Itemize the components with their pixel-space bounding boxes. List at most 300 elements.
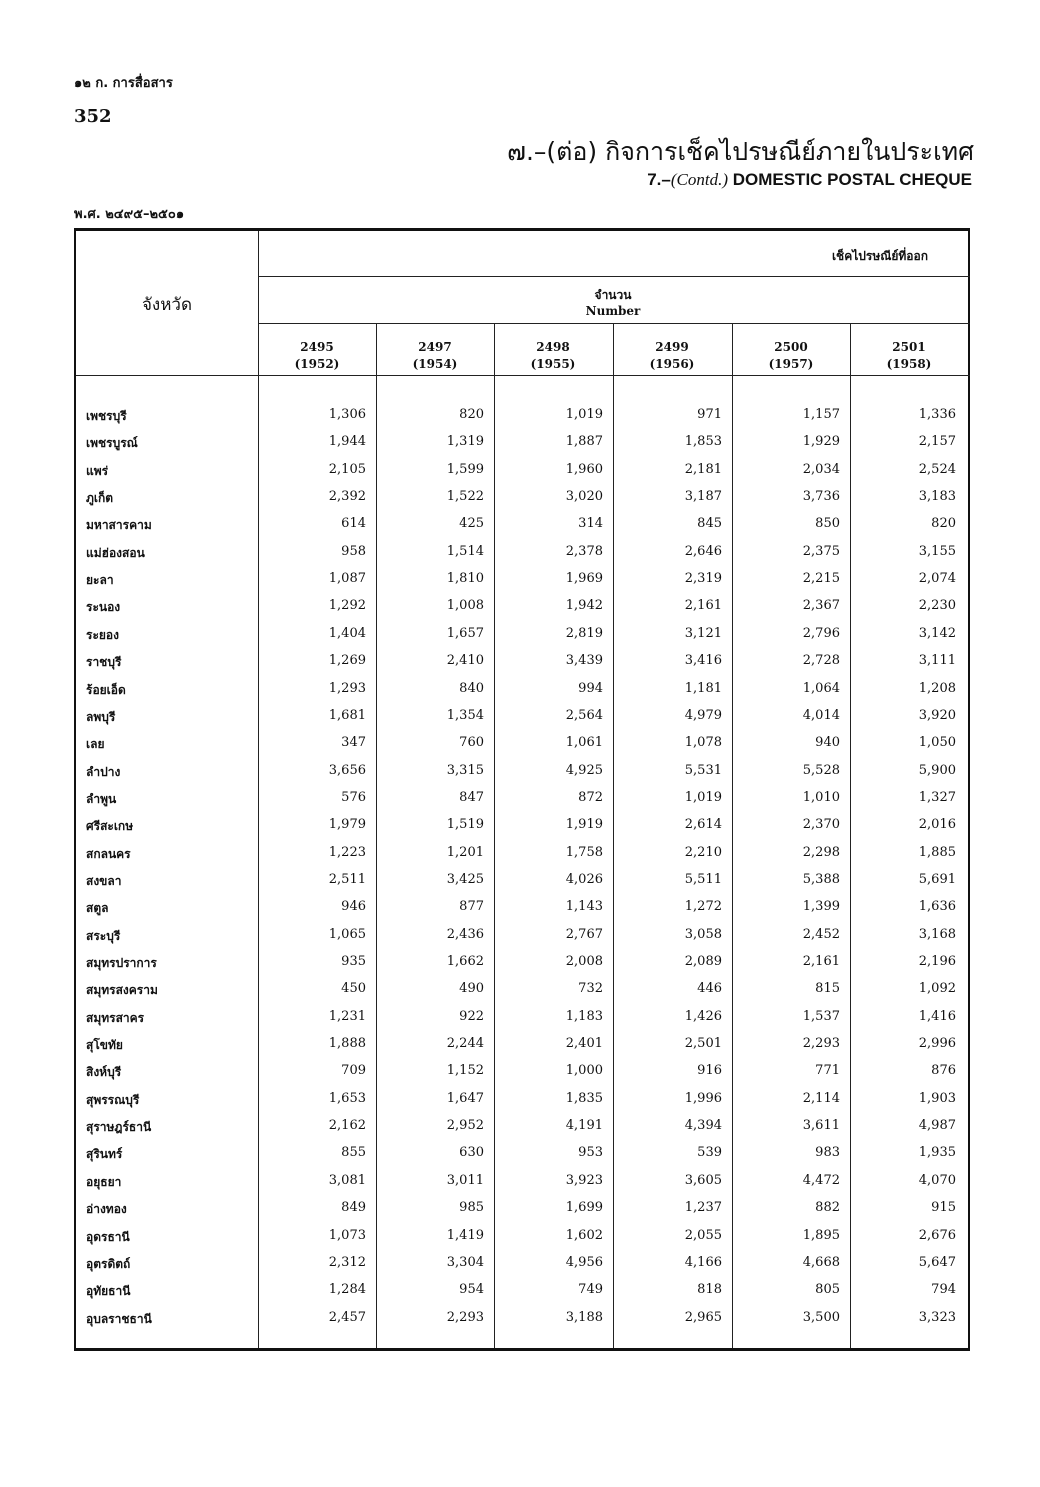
cheque-count-cell: 1,152 [446, 1063, 484, 1079]
table-row [76, 544, 968, 571]
province-name: สมุทรสาคร [86, 1010, 145, 1025]
cheque-count-cell: 1,885 [918, 844, 956, 860]
province-name: ระยอง [86, 627, 119, 642]
cheque-count-cell: 1,657 [446, 625, 484, 641]
table-row [76, 434, 968, 461]
cheque-count-cell: 2,511 [328, 871, 366, 887]
cheque-count-cell: 2,501 [684, 1036, 722, 1052]
cheque-count-cell: 3,736 [802, 489, 840, 505]
cheque-count-cell: 1,853 [684, 434, 722, 450]
province-name: สตูล [86, 901, 109, 916]
table-row [76, 1228, 968, 1255]
cheque-count-cell: 3,439 [565, 653, 603, 669]
cheque-count-cell: 815 [815, 981, 840, 997]
cheque-count-cell: 2,114 [802, 1090, 840, 1106]
cheque-count-cell: 2,564 [565, 707, 603, 723]
cheque-count-cell: 3,020 [565, 489, 603, 505]
table-row [76, 899, 968, 926]
year-ad: (1958) [886, 357, 932, 371]
cheque-count-cell: 2,375 [802, 543, 840, 559]
table-row [76, 708, 968, 735]
year-be: 2497 [418, 340, 452, 354]
cheque-count-cell: 850 [815, 516, 840, 532]
cheque-count-cell: 1,419 [446, 1227, 484, 1243]
province-name: ลพบุรี [86, 709, 116, 724]
cheque-count-cell: 916 [697, 1063, 722, 1079]
cheque-count-cell: 2,646 [684, 543, 722, 559]
province-name: สมุทรสงคราม [86, 983, 158, 998]
cheque-count-cell: 3,111 [918, 653, 956, 669]
cheque-count-cell: 958 [341, 543, 366, 559]
province-name: ลำปาง [86, 764, 121, 779]
table-row [76, 735, 968, 762]
year-header [258, 339, 376, 373]
number-header [258, 287, 968, 319]
table-row [76, 1118, 968, 1145]
cheque-count-cell: 2,089 [684, 954, 722, 969]
cheque-count-cell: 2,215 [802, 571, 840, 587]
year-be: 2498 [536, 340, 570, 354]
cheque-count-cell: 1,143 [565, 899, 603, 915]
year-header [494, 339, 612, 373]
province-name: แพร่ [86, 463, 109, 478]
cheque-count-cell: 2,230 [918, 598, 956, 614]
cheque-count-cell: 1,201 [446, 844, 484, 860]
cheque-count-cell: 4,979 [684, 707, 722, 723]
province-name: ระนอง [86, 600, 121, 615]
province-name: สกลนคร [86, 846, 131, 861]
cheque-count-cell: 1,231 [328, 1008, 366, 1024]
table-row [76, 571, 968, 598]
cheque-count-cell: 2,105 [328, 461, 366, 477]
cheque-count-cell: 1,010 [802, 789, 840, 805]
cheque-count-cell: 2,008 [565, 954, 603, 969]
cheque-count-cell: 3,142 [918, 625, 956, 641]
cheque-count-cell: 915 [931, 1200, 956, 1216]
cheque-count-cell: 3,187 [684, 489, 722, 505]
table-row [76, 954, 968, 981]
cheque-count-cell: 2,401 [565, 1036, 603, 1052]
cheque-count-cell: 2,293 [446, 1309, 484, 1325]
cheque-count-cell: 2,452 [802, 926, 840, 942]
cheque-count-cell: 1,223 [328, 844, 366, 860]
province-name: สมุทรปราการ [86, 956, 157, 970]
province-name: อุบลราชธานี [86, 1311, 152, 1326]
cheque-count-cell: 2,436 [446, 926, 484, 942]
cheque-count-cell: 3,500 [802, 1309, 840, 1325]
province-name: อุตรดิตถ์ [86, 1256, 131, 1271]
cheque-count-cell: 614 [341, 516, 366, 532]
cheque-count-cell: 1,426 [684, 1008, 722, 1024]
cheque-count-cell: 820 [459, 407, 484, 422]
year-be: 2501 [892, 340, 926, 354]
table-row [76, 1255, 968, 1282]
province-column-header: จังหวัด [141, 295, 193, 315]
table-row [76, 872, 968, 899]
cheque-count-cell: 3,188 [565, 1309, 603, 1325]
cheque-count-cell: 985 [459, 1200, 484, 1216]
number-header-english: Number [585, 304, 641, 318]
section-label: ๑๒ ก. การสื่อสาร [74, 76, 173, 91]
cheque-count-cell: 539 [697, 1145, 722, 1161]
cheque-count-cell: 2,614 [684, 817, 722, 833]
cheque-count-cell: 1,293 [328, 680, 366, 696]
cheque-count-cell: 314 [578, 516, 603, 532]
cheque-count-cell: 2,952 [446, 1118, 484, 1134]
cheque-count-cell: 983 [815, 1145, 840, 1161]
table-row [76, 407, 968, 434]
cheque-count-cell: 1,181 [684, 680, 722, 696]
number-header-thai: จำนวน [594, 288, 632, 302]
cheque-count-cell: 2,293 [802, 1036, 840, 1052]
cheque-count-cell: 3,168 [918, 926, 956, 942]
table-row [76, 1145, 968, 1172]
year-header [732, 339, 850, 373]
cheque-count-cell: 1,935 [918, 1145, 956, 1161]
cheque-count-cell: 877 [459, 899, 484, 915]
cheque-count-cell: 2,016 [918, 817, 956, 833]
cheque-count-cell: 818 [697, 1282, 722, 1298]
cheque-count-cell: 2,996 [918, 1036, 956, 1052]
table-row [76, 817, 968, 844]
cheque-count-cell: 2,378 [565, 543, 603, 559]
cheque-count-cell: 872 [578, 789, 603, 805]
year-be: 2500 [774, 340, 808, 354]
cheque-count-cell: 2,367 [802, 598, 840, 614]
cheque-count-cell: 922 [459, 1008, 484, 1024]
cheque-count-cell: 3,923 [565, 1172, 603, 1188]
cheque-count-cell: 1,662 [446, 954, 484, 969]
cheque-count-cell: 1,522 [446, 489, 484, 505]
cheque-count-cell: 3,304 [446, 1254, 484, 1270]
table-row [76, 981, 968, 1008]
cheque-count-cell: 2,157 [918, 434, 956, 450]
cheque-count-cell: 5,900 [918, 762, 956, 778]
cheque-count-cell: 2,161 [684, 598, 722, 614]
table-row [76, 1091, 968, 1118]
cheque-count-cell: 940 [815, 735, 840, 751]
cheque-count-cell: 2,676 [918, 1227, 956, 1243]
province-name: อยุธยา [86, 1174, 122, 1189]
cheque-count-cell: 1,208 [918, 680, 956, 696]
cheque-count-cell: 4,987 [918, 1118, 956, 1134]
cheque-count-cell: 1,292 [328, 598, 366, 614]
cheque-count-cell: 820 [931, 516, 956, 532]
cheque-count-cell: 1,019 [684, 789, 722, 805]
cheque-count-cell: 771 [815, 1063, 840, 1079]
cheque-count-cell: 1,078 [684, 735, 722, 751]
cheque-count-cell: 4,166 [684, 1254, 722, 1270]
cheque-count-cell: 450 [341, 981, 366, 997]
cheque-count-cell: 1,087 [328, 571, 366, 587]
table-row [76, 489, 968, 516]
province-name: ศรีสะเกษ [86, 819, 134, 834]
table-row [76, 1173, 968, 1200]
cheque-count-cell: 760 [459, 735, 484, 751]
cheque-count-cell: 5,691 [918, 871, 956, 887]
table-row [76, 653, 968, 680]
cheque-count-cell: 1,319 [446, 434, 484, 450]
cheque-count-cell: 4,668 [802, 1254, 840, 1270]
table-row [76, 927, 968, 954]
province-name: แม่ฮ่องสอน [86, 545, 145, 560]
cheque-count-cell: 3,058 [684, 926, 722, 942]
cheque-count-cell: 1,960 [565, 461, 603, 477]
year-header [376, 339, 494, 373]
cheque-count-cell: 882 [815, 1200, 840, 1216]
cheque-count-cell: 2,196 [918, 954, 956, 969]
cheque-count-cell: 2,244 [446, 1036, 484, 1052]
cheque-count-cell: 1,008 [446, 598, 484, 614]
province-name: เลย [86, 737, 105, 752]
cheque-count-cell: 1,895 [802, 1227, 840, 1243]
cheque-count-cell: 5,531 [684, 762, 722, 778]
title-en-prefix: 7.– [647, 170, 671, 189]
cheque-count-cell: 2,370 [802, 817, 840, 833]
header-rule-number [258, 323, 970, 324]
year-ad: (1957) [768, 357, 814, 371]
cheque-count-cell: 3,323 [918, 1309, 956, 1325]
province-name: สุพรรณบุรี [86, 1092, 140, 1107]
cheque-count-cell: 1,272 [684, 899, 722, 915]
table-row [76, 598, 968, 625]
cheque-count-cell: 1,647 [446, 1090, 484, 1106]
cheque-count-cell: 2,819 [565, 625, 603, 641]
cheque-count-cell: 1,061 [565, 735, 603, 751]
province-name: ภูเก็ต [86, 491, 114, 506]
province-name: สุราษฎร์ธานี [86, 1120, 152, 1135]
cheque-count-cell: 876 [931, 1063, 956, 1079]
table-row [76, 1063, 968, 1090]
page-number: 352 [74, 106, 112, 127]
cheque-count-cell: 2,210 [684, 844, 722, 860]
cheque-count-cell: 3,605 [684, 1172, 722, 1188]
cheque-count-cell: 1,888 [328, 1036, 366, 1052]
cheque-count-cell: 946 [341, 899, 366, 915]
cheque-count-cell: 1,996 [684, 1090, 722, 1106]
cheque-count-cell: 1,944 [328, 434, 366, 450]
province-name: อุดรธานี [86, 1229, 130, 1244]
cheque-count-cell: 2,074 [918, 571, 956, 587]
province-name: สุรินทร์ [86, 1147, 123, 1162]
cheque-count-cell: 2,410 [446, 653, 484, 669]
cheque-count-cell: 749 [578, 1282, 603, 1298]
page-title-thai: ๗.–(ต่อ) กิจการเช็คไปรษณีย์ภายในประเทศ [507, 137, 974, 166]
cheque-count-cell: 1,969 [565, 571, 603, 587]
year-be: 2499 [655, 340, 689, 354]
cheque-count-cell: 2,181 [684, 461, 722, 477]
table-row [76, 1200, 968, 1227]
table-row [76, 626, 968, 653]
cheque-count-cell: 1,653 [328, 1090, 366, 1106]
cheque-count-cell: 5,511 [684, 871, 722, 887]
cheque-count-cell: 1,514 [446, 543, 484, 559]
year-ad: (1954) [412, 357, 458, 371]
cheque-count-cell: 1,942 [565, 598, 603, 614]
cheque-count-cell: 1,336 [918, 407, 956, 422]
cheque-count-cell: 954 [459, 1282, 484, 1298]
cheque-count-cell: 805 [815, 1282, 840, 1298]
cheque-count-cell: 3,611 [802, 1118, 840, 1134]
cheque-count-cell: 2,457 [328, 1309, 366, 1325]
cheque-count-cell: 1,073 [328, 1227, 366, 1243]
cheque-count-cell: 3,920 [918, 707, 956, 723]
table-row [76, 1036, 968, 1063]
cheque-count-cell: 1,092 [918, 981, 956, 997]
cheque-count-cell: 971 [697, 407, 722, 422]
cheque-count-cell: 5,528 [802, 762, 840, 778]
cheque-count-cell: 845 [697, 516, 722, 532]
cheque-count-cell: 576 [341, 789, 366, 805]
title-en-main: DOMESTIC POSTAL CHEQUE [732, 170, 972, 189]
cheque-count-cell: 2,524 [918, 461, 956, 477]
province-name: สิงห์บุรี [86, 1065, 122, 1080]
province-name: ราชบุรี [86, 655, 122, 670]
cheque-count-cell: 849 [341, 1200, 366, 1216]
province-name: อุทัยธานี [86, 1284, 131, 1299]
cheque-count-cell: 1,519 [446, 817, 484, 833]
cheque-count-cell: 1,065 [328, 926, 366, 942]
year-header [850, 339, 968, 373]
data-table [74, 228, 970, 1351]
cheque-count-cell: 2,055 [684, 1227, 722, 1243]
cheque-count-cell: 4,026 [565, 871, 603, 887]
table-row [76, 1282, 968, 1309]
cheque-count-cell: 3,416 [684, 653, 722, 669]
cheque-count-cell: 3,011 [446, 1172, 484, 1188]
year-ad: (1952) [294, 357, 340, 371]
cheque-count-cell: 1,399 [802, 899, 840, 915]
cheque-count-cell: 2,965 [684, 1309, 722, 1325]
cheque-count-cell: 994 [578, 680, 603, 696]
cheque-count-cell: 425 [459, 516, 484, 532]
cheque-count-cell: 1,284 [328, 1282, 366, 1298]
cheque-count-cell: 1,019 [565, 407, 603, 422]
cheque-count-cell: 1,157 [802, 407, 840, 422]
cheque-count-cell: 1,681 [328, 707, 366, 723]
cheque-count-cell: 2,162 [328, 1118, 366, 1134]
cheque-count-cell: 1,699 [565, 1200, 603, 1216]
cheque-count-cell: 1,000 [565, 1063, 603, 1079]
table-row [76, 763, 968, 790]
cheque-count-cell: 4,925 [565, 762, 603, 778]
table-row [76, 516, 968, 543]
cheque-count-cell: 3,155 [918, 543, 956, 559]
cheque-count-cell: 2,161 [802, 954, 840, 969]
cheque-count-cell: 709 [341, 1063, 366, 1079]
cheque-count-cell: 1,810 [446, 571, 484, 587]
cheque-count-cell: 1,835 [565, 1090, 603, 1106]
cheque-count-cell: 1,327 [918, 789, 956, 805]
cheque-count-cell: 1,050 [918, 735, 956, 751]
cheque-count-cell: 1,537 [802, 1008, 840, 1024]
province-name: มหาสารคาม [86, 518, 152, 533]
cheque-count-cell: 1,929 [802, 434, 840, 450]
cheque-count-cell: 1,602 [565, 1227, 603, 1243]
cheque-count-cell: 5,647 [918, 1254, 956, 1270]
table-row [76, 1009, 968, 1036]
cheque-count-cell: 1,354 [446, 707, 484, 723]
cheque-count-cell: 4,472 [802, 1172, 840, 1188]
cheque-count-cell: 732 [578, 981, 603, 997]
cheque-count-cell: 1,306 [328, 407, 366, 422]
cheque-count-cell: 3,081 [328, 1172, 366, 1188]
year-be: 2495 [300, 340, 334, 354]
cheques-issued-header: เช็คไปรษณีย์ที่ออก [831, 249, 928, 263]
cheque-count-cell: 1,404 [328, 625, 366, 641]
page-title-english [647, 170, 972, 190]
province-name: ลำพูน [86, 791, 117, 806]
cheque-count-cell: 3,183 [918, 489, 956, 505]
cheque-count-cell: 2,312 [328, 1254, 366, 1270]
year-ad: (1955) [530, 357, 576, 371]
province-name: อ่างทอง [86, 1202, 127, 1217]
cheque-count-cell: 855 [341, 1145, 366, 1161]
cheque-count-cell: 630 [459, 1145, 484, 1161]
cheque-count-cell: 840 [459, 680, 484, 696]
cheque-count-cell: 794 [931, 1282, 956, 1298]
year-ad: (1956) [649, 357, 695, 371]
province-name: สุโขทัย [86, 1038, 123, 1053]
cheque-count-cell: 1,064 [802, 680, 840, 696]
cheque-count-cell: 4,014 [802, 707, 840, 723]
table-row [76, 845, 968, 872]
cheque-count-cell: 2,392 [328, 489, 366, 505]
table-row [76, 790, 968, 817]
table-row [76, 681, 968, 708]
cheque-count-cell: 953 [578, 1145, 603, 1161]
period-label: พ.ศ. ๒๔๙๕–๒๕๐๑ [74, 207, 185, 222]
cheque-count-cell: 1,416 [918, 1008, 956, 1024]
cheque-count-cell: 4,394 [684, 1118, 722, 1134]
province-name: เพชรบุรี [86, 409, 127, 423]
cheque-count-cell: 1,599 [446, 461, 484, 477]
cheque-count-cell: 847 [459, 789, 484, 805]
cheque-count-cell: 490 [459, 981, 484, 997]
cheque-count-cell: 1,919 [565, 817, 603, 833]
cheque-count-cell: 3,121 [684, 625, 722, 641]
cheque-count-cell: 3,656 [328, 762, 366, 778]
cheque-count-cell: 1,758 [565, 844, 603, 860]
cheque-count-cell: 1,979 [328, 817, 366, 833]
cheque-count-cell: 4,956 [565, 1254, 603, 1270]
header-rule-years [76, 375, 970, 376]
cheque-count-cell: 4,191 [565, 1118, 603, 1134]
table-row [76, 462, 968, 489]
cheque-count-cell: 1,269 [328, 653, 366, 669]
cheque-count-cell: 2,796 [802, 625, 840, 641]
cheque-count-cell: 2,298 [802, 844, 840, 860]
cheque-count-cell: 2,767 [565, 926, 603, 942]
cheque-count-cell: 3,315 [446, 762, 484, 778]
cheque-count-cell: 1,636 [918, 899, 956, 915]
cheque-count-cell: 4,070 [918, 1172, 956, 1188]
cheque-count-cell: 1,237 [684, 1200, 722, 1216]
cheque-count-cell: 3,425 [446, 871, 484, 887]
cheque-count-cell: 1,903 [918, 1090, 956, 1106]
cheque-count-cell: 2,034 [802, 461, 840, 477]
province-name: ร้อยเอ็ด [86, 682, 126, 697]
year-header [613, 339, 731, 373]
cheque-count-cell: 5,388 [802, 871, 840, 887]
cheque-count-cell: 2,728 [802, 653, 840, 669]
cheque-count-cell: 347 [341, 735, 366, 751]
cheque-count-cell: 2,319 [684, 571, 722, 587]
table-row [76, 1310, 968, 1337]
cheque-count-cell: 935 [341, 954, 366, 969]
province-name: เพชรบูรณ์ [86, 436, 138, 451]
province-name: ยะลา [86, 573, 114, 588]
